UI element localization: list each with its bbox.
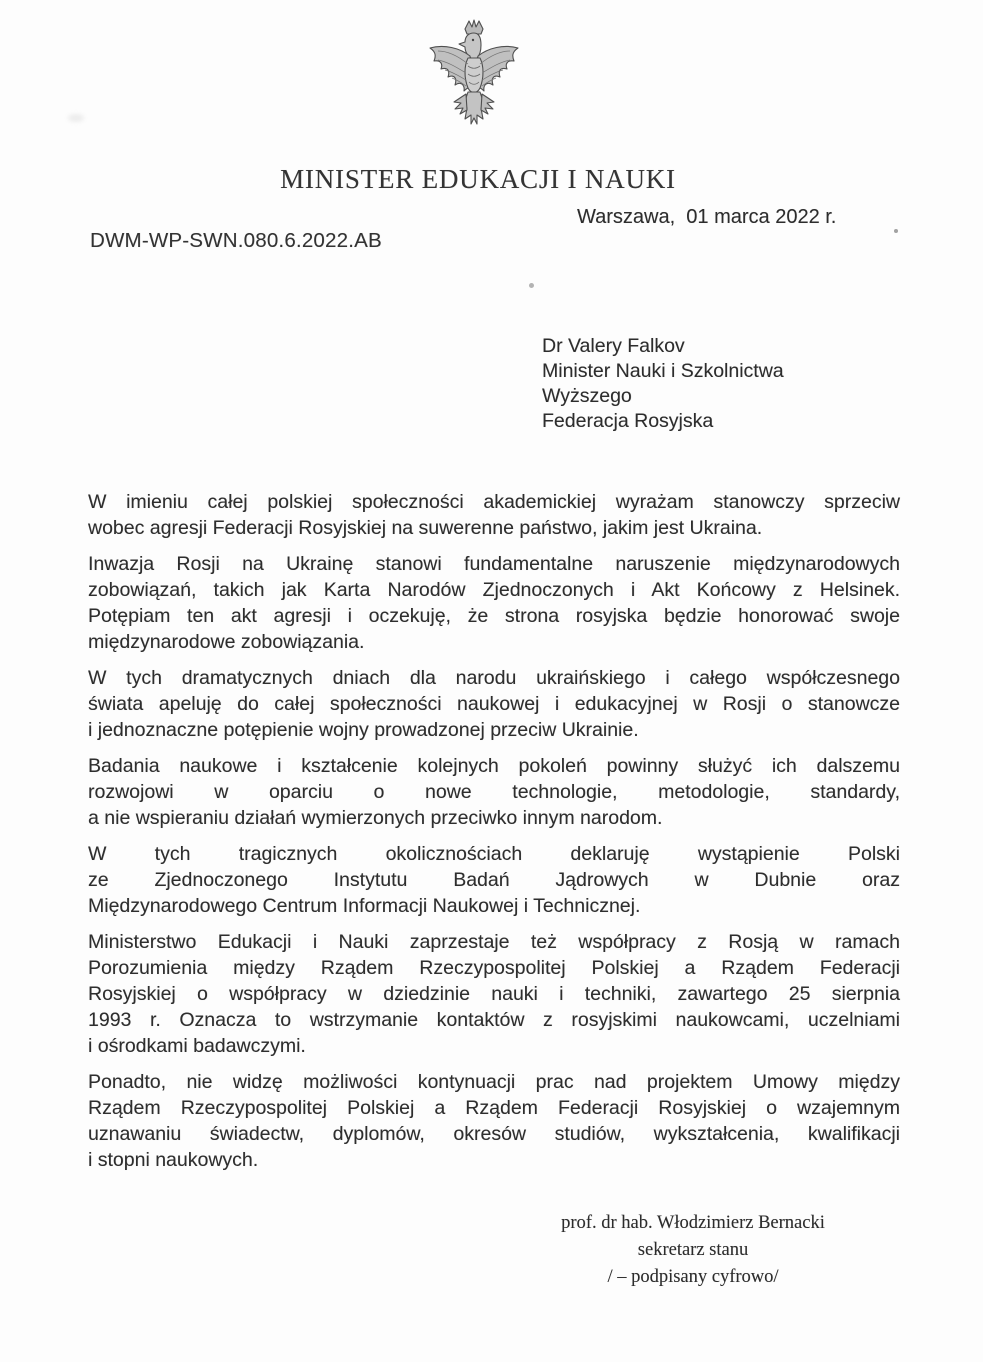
body-line: Badania naukowe i kształcenie kolejnych pokoleń powinny służyć ich dalszemu — [88, 755, 900, 777]
body-line: Rosyjskiej o współpracy w dziedzinie nauki i techniki, zawartego 25 sierpnia — [88, 983, 900, 1005]
paragraph-7 — [88, 1069, 900, 1173]
body-line: Międzynarodowego Centrum Informacji Naukowej i Technicznej. — [88, 895, 641, 917]
body-line: a nie wspieraniu działań wymierzonych przeciwko innym narodom. — [88, 807, 663, 829]
paragraph-1 — [88, 489, 900, 541]
body-line: W imieniu całej polskiej społeczności akademickiej wyrażam stanowczy sprzeciw — [88, 491, 900, 513]
letter-body — [88, 489, 900, 1183]
body-line: zobowiązań, takich jak Karta Narodów Zjednoczonych i Akt Końcowy z Helsinek. — [88, 579, 900, 601]
signature-block — [518, 1210, 868, 1291]
body-line: międzynarodowe zobowiązania. — [88, 631, 365, 653]
signatory-name: prof. dr hab. Włodzimierz Bernacki — [561, 1213, 825, 1233]
paragraph-3 — [88, 665, 900, 743]
digital-signature-note: / – podpisany cyfrowo/ — [607, 1267, 779, 1287]
scan-artifact — [529, 283, 534, 288]
body-line: Rządem Rzeczypospolitej Polskiej a Rządem Federacji Rosyjskiej o wzajemnym — [88, 1097, 900, 1119]
paragraph-4 — [88, 753, 900, 831]
body-line: rozwojowi w oparciu o nowe technologie, metodologie, standardy, — [88, 781, 900, 803]
signatory-position: sekretarz stanu — [637, 1240, 749, 1260]
place-and-date: Warszawa, 01 marca 2022 r. — [577, 206, 837, 228]
recipient-title-line1: Minister Nauki i Szkolnictwa — [542, 360, 784, 382]
body-line: i ośrodkami badawczymi. — [88, 1035, 306, 1057]
body-line: W tych dramatycznych dniach dla narodu ukraińskiego i całego współczesnego — [88, 667, 900, 689]
body-line: świata apeluję do całej społeczności naukowej i edukacyjnej w Rosji o stanowcze — [88, 693, 900, 715]
body-line: Potępiam ten akt agresji i oczekuję, że strona rosyjska będzie honorować swoje — [88, 605, 900, 627]
recipient-country: Federacja Rosyjska — [542, 410, 714, 432]
paragraph-2 — [88, 551, 900, 655]
body-line: i stopni naukowych. — [88, 1149, 259, 1171]
reference-number: DWM-WP-SWN.080.6.2022.AB — [90, 229, 382, 252]
recipient-title-line2: Wyższego — [542, 385, 632, 407]
recipient-name: Dr Valery Falkov — [542, 335, 685, 357]
paragraph-6 — [88, 929, 900, 1059]
scan-artifact — [894, 229, 898, 233]
body-line: W tych tragicznych okolicznościach deklaruję wystąpienie Polski — [88, 843, 900, 865]
letterhead-title: MINISTER EDUKACJI I NAUKI — [280, 164, 676, 194]
body-line: uznawaniu świadectw, dyplomów, okresów studiów, wykształcenia, kwalifikacji — [88, 1123, 900, 1145]
body-line: ze Zjednoczonego Instytutu Badań Jądrowych w Dubnie oraz — [88, 869, 900, 891]
body-line: wobec agresji Federacji Rosyjskiej na suwerenne państwo, jakim jest Ukraina. — [88, 517, 763, 539]
polish-eagle-emblem — [424, 18, 524, 138]
body-line: Ponadto, nie widzę możliwości kontynuacji prac nad projektem Umowy między — [88, 1071, 900, 1093]
scan-artifact — [68, 114, 84, 122]
body-line: Inwazja Rosji na Ukrainę stanowi fundamentalne naruszenie międzynarodowych — [88, 553, 900, 575]
paragraph-5 — [88, 841, 900, 919]
body-line: i jednoznaczne potępienie wojny prowadzonej przeciw Ukrainie. — [88, 719, 639, 741]
body-line: Ministerstwo Edukacji i Nauki zaprzestaje też współpracy z Rosją w ramach — [88, 931, 900, 953]
recipient-block — [542, 334, 784, 434]
body-line: 1993 r. Oznacza to wstrzymanie kontaktów z rosyjskimi naukowcami, uczelniami — [88, 1009, 900, 1031]
body-line: Porozumienia między Rządem Rzeczypospolitej Polskiej a Rządem Federacji — [88, 957, 900, 979]
